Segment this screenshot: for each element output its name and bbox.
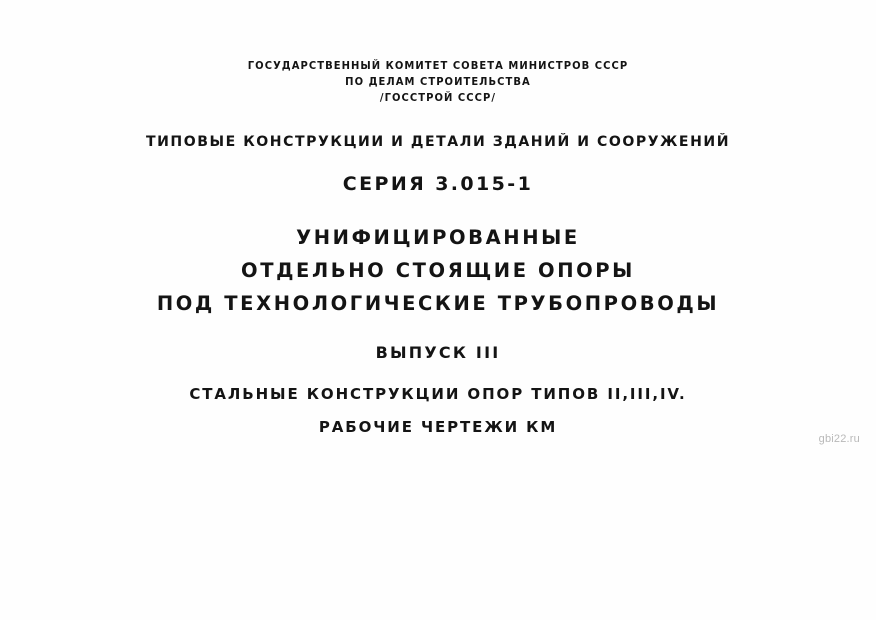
series-kind-label: ТИПОВЫЕ КОНСТРУКЦИИ И ДЕТАЛИ ЗДАНИЙ И СООРУЖЕНИЙ (145, 134, 731, 150)
header-line-2: ПО ДЕЛАМ СТРОИТЕЛЬСТВА (345, 76, 531, 88)
watermark-label: gbi22.ru (818, 433, 860, 445)
header-line-1: ГОСУДАРСТВЕННЫЙ КОМИТЕТ СОВЕТА МИНИСТРОВ СССР (247, 60, 629, 72)
page-title-line-3: ПОД ТЕХНОЛОГИЧЕСКИЕ ТРУБОПРОВОДЫ (156, 292, 720, 315)
subtitle-line-1: СТАЛЬНЫЕ КОНСТРУКЦИИ ОПОР ТИПОВ II,III,IV. (189, 385, 687, 403)
header-line-3: /ГОССТРОЙ СССР/ (379, 92, 497, 104)
subtitle-line-2: РАБОЧИЕ ЧЕРТЕЖИ КМ (318, 418, 558, 436)
issue-number: ВЫПУСК III (375, 343, 501, 362)
page-title-line-1: УНИФИЦИРОВАННЫЕ (296, 226, 580, 249)
series-number: СЕРИЯ 3.015-1 (342, 173, 534, 195)
page-title-line-2: ОТДЕЛЬНО СТОЯЩИЕ ОПОРЫ (241, 259, 635, 282)
